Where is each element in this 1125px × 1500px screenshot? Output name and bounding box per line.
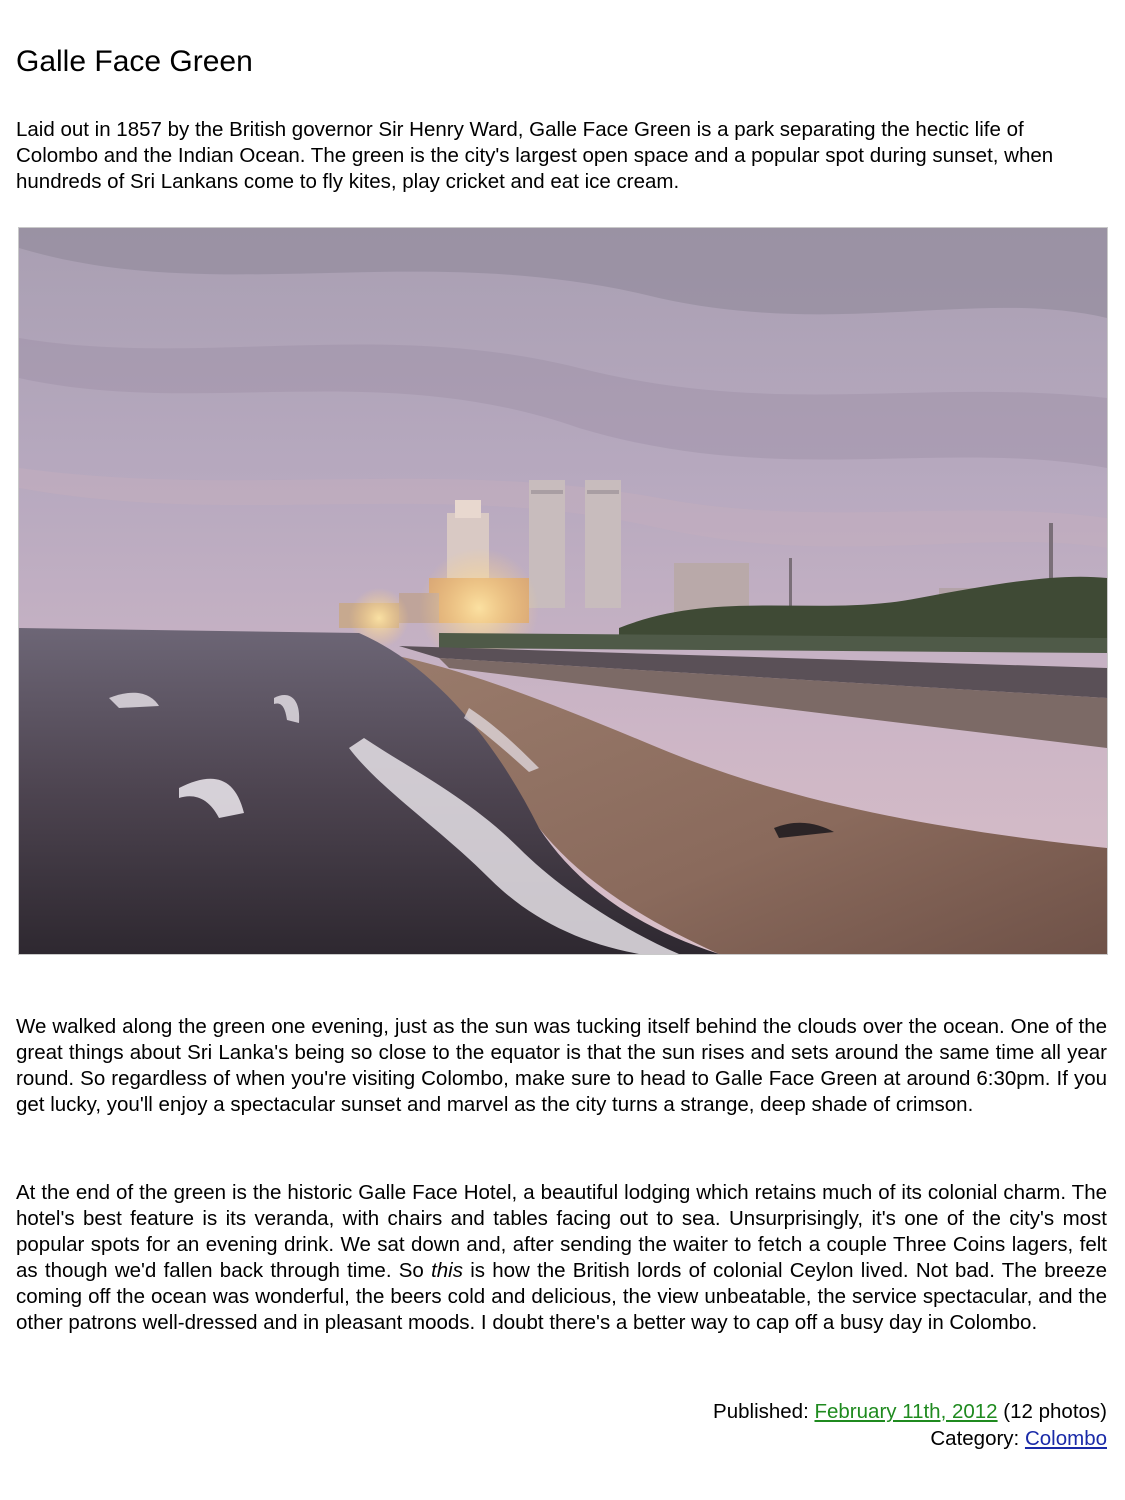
- category-line: Category: Colombo: [930, 1427, 1107, 1450]
- galle-face-sunset-photo: [18, 227, 1108, 955]
- emphasis-this: this: [431, 1259, 463, 1282]
- post-meta: [713, 1398, 1107, 1452]
- intro-paragraph: Laid out in 1857 by the British governor Sir Henry Ward, Galle Face Green is a park separating the hectic life of Colombo and the Indian Ocean. The green is the city's largest open space and a popular spot during sunset, when hundreds of Sri Lankans come to fly kites, play cricket and eat ice cream.: [16, 118, 1054, 193]
- category-link[interactable]: Colombo: [1024, 1427, 1107, 1450]
- walk-paragraph: We walked along the green one evening, just as the sun was tucking itself behind the clouds over the ocean. One of the great things about Sri Lanka's being so close to the equator is that the sun rises and sets around the same time all year round. So regardless of when you're visiting Colombo, make sure to head to Galle Face Green at around 6:30pm. If you get lucky, you'll enjoy a spectacular sunset and marvel as the city turns a strange, deep shade of crimson.: [16, 1015, 1107, 1116]
- hotel-paragraph: At the end of the green is the historic Galle Face Hotel, a beautiful lodging which retains much of its colonial charm. The hotel's best feature is its veranda, with chairs and tables facing out to sea. Unsurprisingly, it's one of the city's most popular spots for an evening drink. We sat down and, after sending the waiter to fetch a couple Three Coins lagers, felt as though we'd fallen back through time. So this is how the British lords of colonial Ceylon lived. Not bad. The breeze coming off the ocean was wonderful, the beers cold and delicious, the view unbeatable, the service spectacular, and the other patrons well-dressed and in pleasant moods. I doubt there's a better way to cap off a busy day in Colombo.: [16, 1181, 1107, 1334]
- published-line: Published: February 11th, 2012 (12 photos): [713, 1400, 1107, 1423]
- page-title: Galle Face Green: [16, 45, 253, 78]
- published-date-link[interactable]: February 11th, 2012: [814, 1400, 998, 1423]
